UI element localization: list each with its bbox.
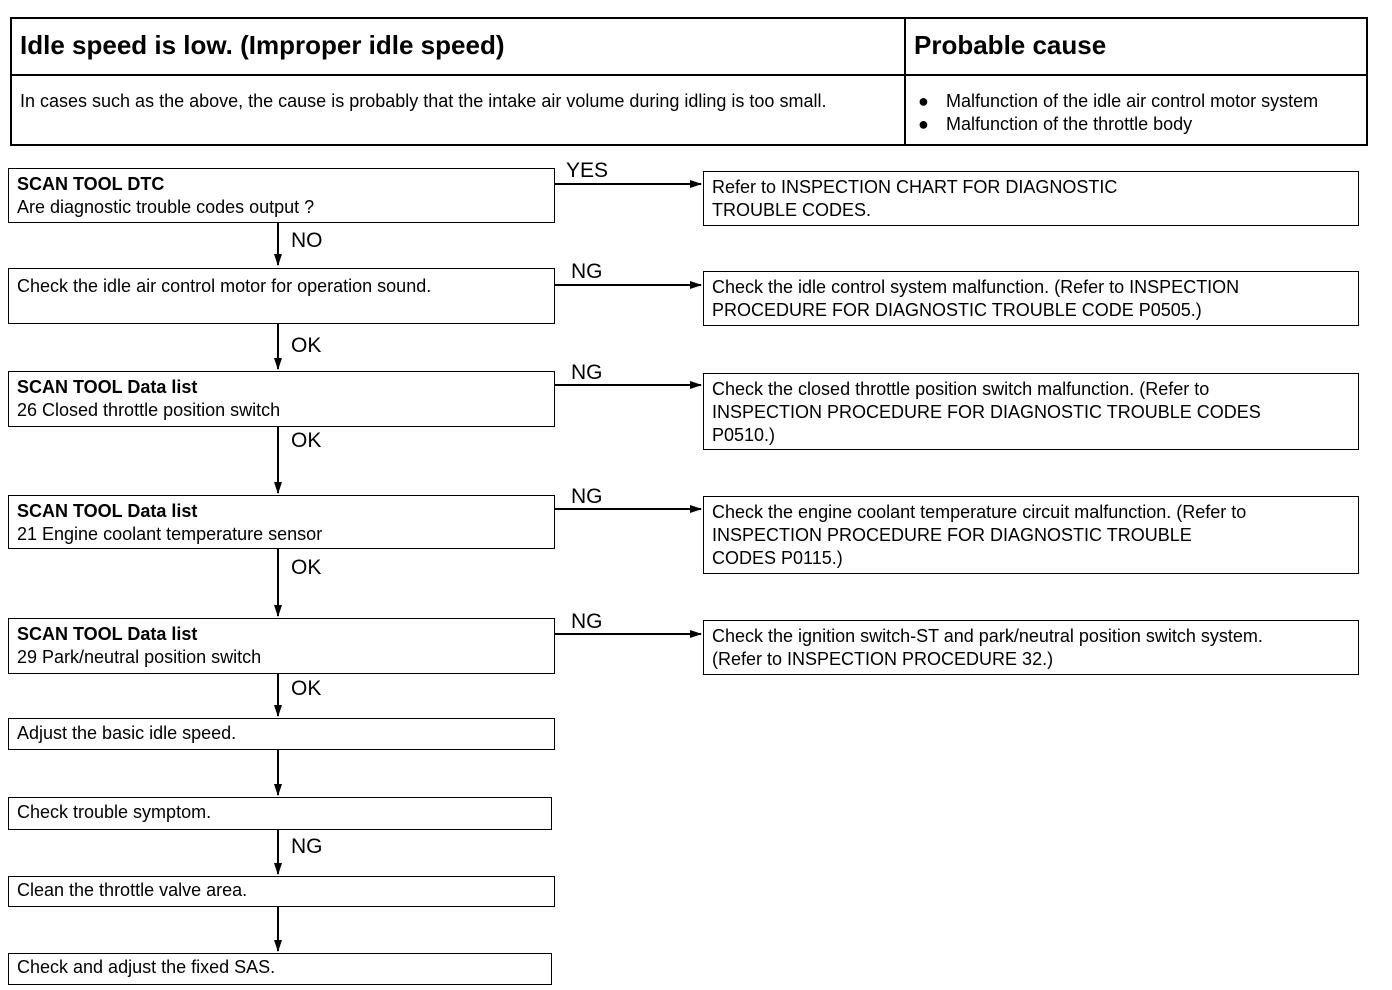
description-text: In cases such as the above, the cause is probably that the intake air volume during idling is too small. [20, 91, 827, 111]
step-adjust-basic-idle: Adjust the basic idle speed. [8, 718, 555, 750]
result-p0505: Check the idle control system malfunction. (Refer to INSPECTION PROCEDURE FOR DIAGNOSTIC TROUBLE CODE P0505.) [703, 271, 1359, 326]
step-scan-tool-dtc: SCAN TOOL DTC Are diagnostic trouble codes output ? [8, 168, 555, 223]
bullet-icon: ● [918, 114, 929, 134]
label-ok-4: OK [291, 677, 322, 700]
label-no: NO [291, 229, 323, 252]
step-check-trouble-symptom: Check trouble symptom. [8, 797, 552, 830]
label-ng-5: NG [291, 835, 323, 858]
label-ok-2: OK [291, 429, 322, 452]
step-check-adjust-sas: Check and adjust the fixed SAS. [8, 953, 552, 985]
result-p0510: Check the closed throttle position switch malfunction. (Refer to INSPECTION PROCEDURE FOR DIAGNOSTIC TROUBLE CODES P0510.) [703, 373, 1359, 450]
step-clean-throttle-valve: Clean the throttle valve area. [8, 876, 555, 907]
label-ok-3: OK [291, 556, 322, 579]
label-ng-1: NG [571, 260, 603, 283]
step-check-iac-motor-sound: Check the idle air control motor for operation sound. [8, 268, 555, 324]
cause-item: ● Malfunction of the throttle body [918, 114, 1193, 134]
label-ok-1: OK [291, 334, 322, 357]
step-data-list-29: SCAN TOOL Data list 29 Park/neutral position switch [8, 618, 555, 674]
result-p0115: Check the engine coolant temperature circuit malfunction. (Refer to INSPECTION PROCEDURE FOR DIAGNOSTIC TROUBLE CODES P0115.) [703, 496, 1359, 574]
page-title: Idle speed is low. (Improper idle speed) [20, 30, 505, 60]
probable-cause-title: Probable cause [914, 30, 1107, 60]
bullet-icon: ● [918, 91, 929, 111]
step-data-list-26: SCAN TOOL Data list 26 Closed throttle position switch [8, 371, 555, 427]
label-ng-2: NG [571, 361, 603, 384]
label-ng-4: NG [571, 610, 603, 633]
label-yes: YES [566, 159, 609, 182]
result-procedure-32: Check the ignition switch-ST and park/neutral position switch system. (Refer to INSPECTION PROCEDURE 32.) [703, 620, 1359, 675]
cause-item: ● Malfunction of the idle air control motor system [918, 91, 1319, 111]
label-ng-3: NG [571, 485, 603, 508]
result-dtc-chart: Refer to INSPECTION CHART FOR DIAGNOSTIC TROUBLE CODES. [703, 171, 1359, 226]
step-data-list-21: SCAN TOOL Data list 21 Engine coolant temperature sensor [8, 495, 555, 549]
